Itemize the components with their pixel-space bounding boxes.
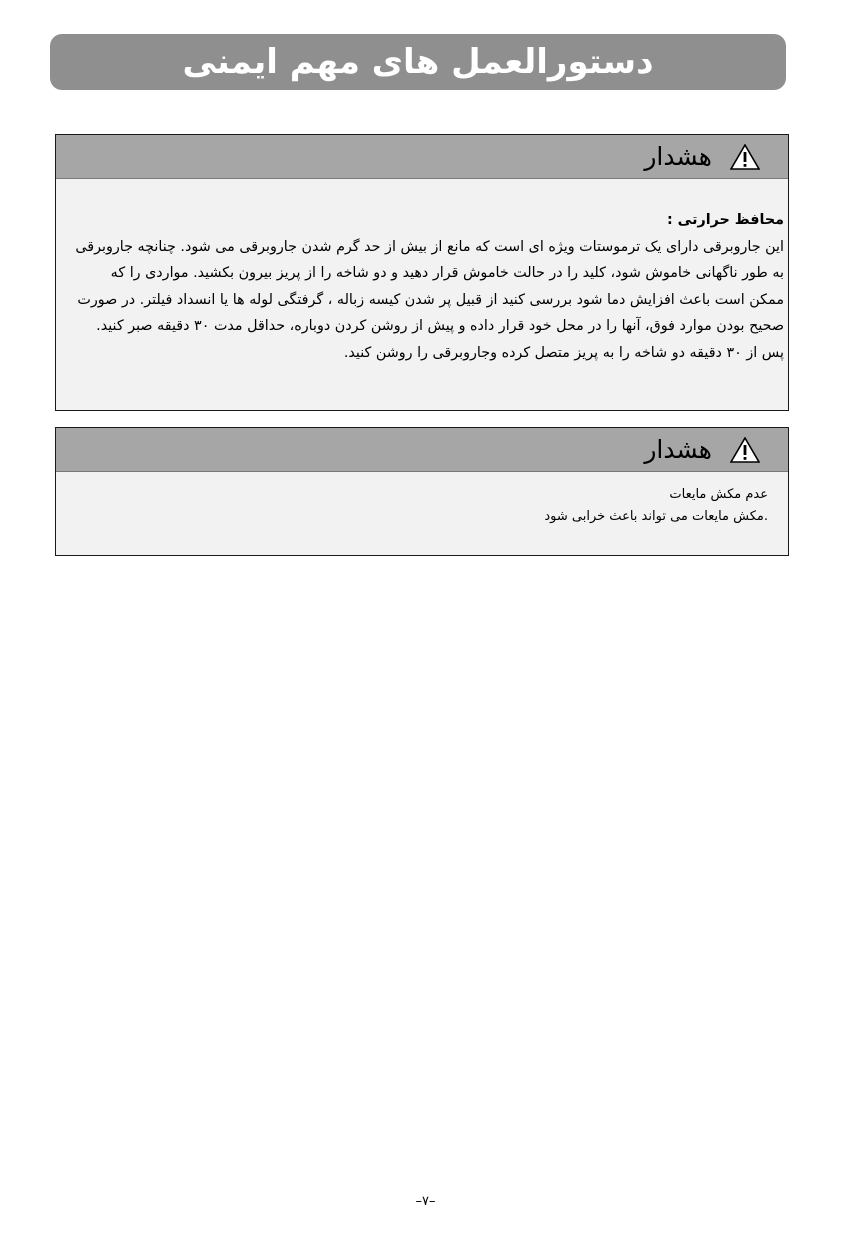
warning-box-liquids [55, 427, 789, 556]
warning-header [56, 135, 788, 179]
warning-header [56, 428, 788, 472]
page-number: –۷– [415, 1194, 436, 1209]
warning-text-line: پس از ۳۰ دقیقه دو شاخه را به پریز متصل کرده وجاروبرقی را روشن کنید. [343, 344, 784, 361]
warning-title: هشدار [644, 142, 712, 171]
warning-text-line: .مکش مایعات می تواند باعث خرابی شود [544, 509, 768, 524]
warning-body [56, 472, 788, 528]
warning-triangle-icon [730, 144, 760, 170]
thermal-protector-heading: محافظ حرارتی : [666, 212, 784, 228]
page-title: دستورالعمل های مهم ایمنی [182, 42, 654, 82]
warning-box-thermal [55, 134, 789, 411]
warning-body [56, 179, 788, 366]
warning-title: هشدار [644, 435, 712, 464]
title-banner [50, 34, 786, 90]
warning-text-line: عدم مکش مایعات [669, 487, 768, 502]
warning-triangle-icon [730, 437, 760, 463]
warning-text-line: صحیح بودن موارد فوق، آنها را در محل خود قرار داده و پیش از روشن کردن دوباره، حداقل مدت ۳۰ دقیقه صبر کنید. [96, 318, 784, 334]
warning-text-line: این جاروبرقی دارای یک ترموستات ویژه ای است که مانع از بیش از حد گرم شدن جاروبرقی می شود. چنانچه جاروبرقی [75, 238, 784, 255]
warning-text-line: به طور ناگهانی خاموش شود، کلید را در حالت خاموش قرار دهید و دو شاخه را از پریز بیرون بکشید. مواردی را که [110, 265, 784, 281]
warning-text-line: ممکن است باعث افزایش دما شود بررسی کنید از قبیل پر شدن کیسه زباله ، گرفتگی لوله ها یا انسداد فیلتر. در صورت [77, 291, 784, 308]
